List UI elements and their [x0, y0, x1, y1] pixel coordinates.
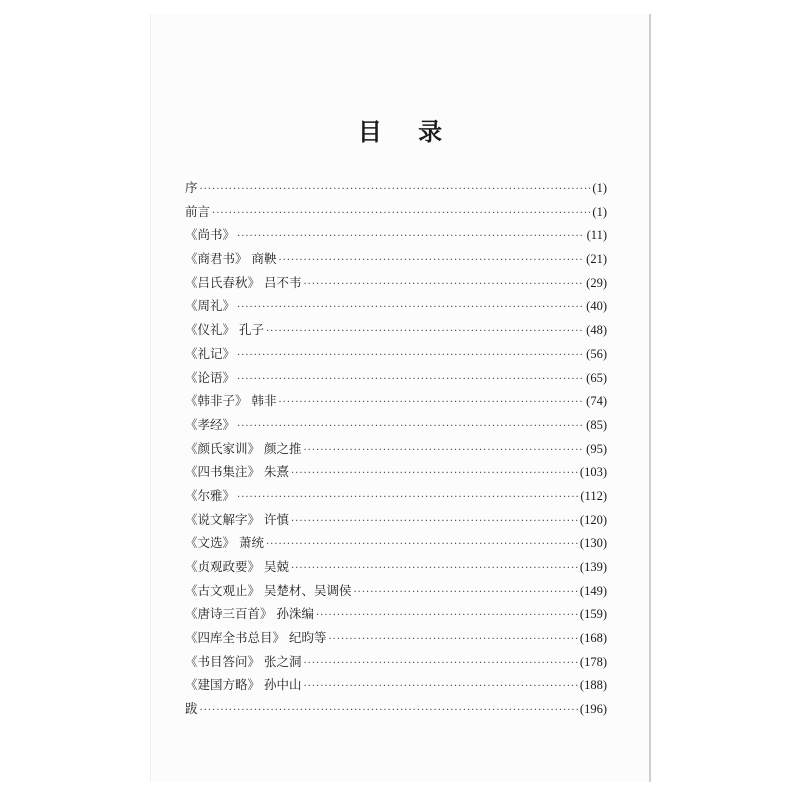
toc-entry	[185, 415, 607, 439]
toc-entry	[185, 202, 607, 226]
toc-entry-page: (188)	[579, 678, 607, 693]
dot-leader	[291, 516, 578, 527]
dot-leader	[200, 705, 578, 716]
dot-leader	[353, 587, 577, 598]
toc-entry-page: (130)	[579, 536, 607, 551]
toc-entry-page: (11)	[586, 228, 607, 243]
toc-entry-title: 《颜氏家训》 颜之推	[185, 440, 302, 456]
toc-entry	[185, 581, 607, 605]
toc-entry-page: (139)	[579, 560, 607, 574]
toc-entry-page: (196)	[579, 702, 607, 717]
dot-leader	[278, 255, 584, 266]
toc-entry-page: (74)	[586, 394, 607, 409]
toc-entry-page: (168)	[579, 631, 607, 646]
dot-leader	[303, 445, 584, 456]
dot-leader	[266, 539, 578, 550]
toc-entry-page: (178)	[579, 654, 607, 669]
toc-entry-page: (21)	[586, 252, 607, 267]
toc-entry-title: 《建国方略》 孙中山	[185, 677, 302, 693]
toc-entry	[185, 225, 607, 249]
dot-leader	[237, 421, 584, 432]
page-title: 目 录	[357, 118, 457, 146]
toc-entry	[185, 320, 607, 344]
toc-entry-page: (95)	[586, 441, 607, 456]
toc-entry-page: (103)	[579, 465, 607, 480]
toc-entry-page: (159)	[579, 607, 607, 622]
toc-entry-title: 《唐诗三百首》 孙洙编	[185, 606, 314, 622]
dot-leader	[303, 279, 584, 290]
toc-entry-title: 《孝经》	[185, 416, 236, 432]
dot-leader	[212, 208, 590, 219]
toc-entry	[185, 391, 607, 415]
toc-entry	[185, 368, 607, 392]
toc-entry-title: 《仪礼》 孔子	[185, 322, 264, 338]
toc-entry	[185, 675, 607, 699]
toc-entry	[185, 249, 607, 273]
toc-entry	[185, 510, 607, 534]
toc-entry	[185, 273, 607, 297]
toc-entry-title: 跋	[185, 701, 198, 717]
dot-leader	[291, 468, 578, 479]
toc-entry	[185, 699, 607, 723]
toc-entry-title: 《论语》	[185, 369, 236, 385]
toc-entry-title: 《周礼》	[185, 298, 236, 314]
toc-entry-title: 《说文解字》 许慎	[185, 511, 289, 527]
toc-entry-title: 《古文观止》 吴楚材、吴调侯	[185, 582, 352, 598]
toc-entry-title: 《礼记》	[185, 345, 236, 361]
toc-entry-page: (48)	[586, 323, 607, 338]
book-page	[150, 14, 651, 782]
dot-leader	[291, 563, 578, 574]
toc-entry	[185, 486, 607, 510]
toc-entry	[185, 533, 607, 557]
table-of-contents	[185, 178, 607, 723]
toc-entry	[185, 178, 607, 202]
dot-leader	[316, 610, 578, 621]
toc-entry-title: 《尚书》	[185, 227, 236, 243]
toc-entry-title: 《尔雅》	[185, 487, 236, 503]
toc-entry	[185, 439, 607, 463]
dot-leader	[200, 184, 591, 195]
toc-entry-title: 《韩非子》 韩非	[185, 393, 277, 409]
toc-entry-title: 《文选》 萧统	[185, 535, 264, 551]
toc-entry-title: 前言	[185, 203, 211, 219]
toc-entry	[185, 462, 607, 486]
toc-entry-title: 《四库全书总目》 纪昀等	[185, 630, 327, 646]
toc-entry	[185, 628, 607, 652]
dot-leader	[237, 492, 578, 503]
dot-leader	[328, 634, 577, 645]
dot-leader	[237, 302, 584, 313]
toc-entry-page: (85)	[586, 417, 607, 432]
toc-entry-page: (65)	[586, 370, 607, 385]
dot-leader	[237, 350, 584, 361]
dot-leader	[278, 397, 584, 408]
toc-entry	[185, 344, 607, 368]
dot-leader	[303, 681, 577, 692]
dot-leader	[303, 658, 577, 669]
toc-entry-page: (120)	[579, 512, 607, 527]
toc-entry-page: (1)	[592, 204, 607, 219]
toc-entry-page: (112)	[580, 488, 607, 503]
toc-entry-page: (56)	[586, 346, 607, 361]
toc-entry-page: (149)	[579, 583, 607, 598]
toc-entry-page: (1)	[592, 181, 607, 195]
toc-entry-title: 《贞观政要》 吴兢	[185, 559, 289, 574]
toc-entry-page: (40)	[586, 299, 607, 314]
toc-entry-title: 《商君书》 商鞅	[185, 251, 277, 267]
toc-entry	[185, 604, 607, 628]
toc-entry-title: 《四书集注》 朱熹	[185, 464, 289, 480]
toc-entry	[185, 557, 607, 581]
toc-entry-title: 《书目答问》 张之洞	[185, 653, 302, 669]
dot-leader	[266, 326, 584, 337]
toc-entry-title: 序	[185, 180, 198, 195]
dot-leader	[237, 231, 585, 242]
toc-entry	[185, 652, 607, 676]
toc-entry	[185, 296, 607, 320]
toc-entry-page: (29)	[586, 275, 607, 290]
toc-entry-title: 《吕氏春秋》 吕不韦	[185, 274, 302, 290]
dot-leader	[237, 374, 584, 385]
